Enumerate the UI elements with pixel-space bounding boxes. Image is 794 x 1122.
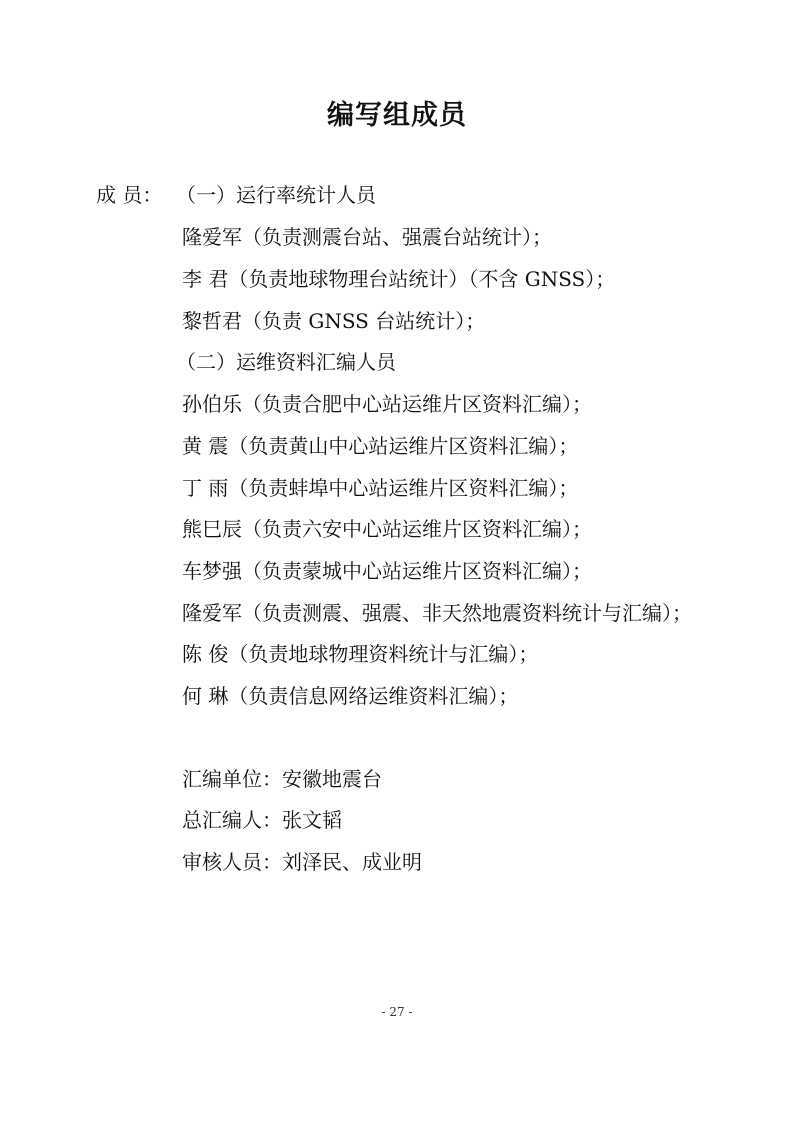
reviewers: 审核人员：刘泽民、成业明: [182, 850, 422, 874]
member-line: 黎哲君（负责 GNSS 台站统计）；: [182, 309, 486, 333]
page-number: - 27 -: [381, 1005, 413, 1019]
member-line: 陈 俊（负责地球物理资料统计与汇编）；: [182, 642, 539, 666]
member-line: 熊巳辰（负责六安中心站运维片区资料汇编）；: [182, 517, 592, 541]
members-label: 成 员：: [96, 183, 163, 207]
member-line: 黄 震（负责黄山中心站运维片区资料汇编）；: [182, 434, 579, 458]
section-1-heading: （一）运行率统计人员: [176, 183, 376, 207]
member-line: 隆爱军（负责测震、强震、非天然地震资料统计与汇编）；: [182, 601, 692, 625]
chief-editor: 总汇编人：张文韬: [182, 808, 342, 832]
member-line: 何 琳（负责信息网络运维资料汇编）；: [182, 684, 519, 708]
member-line: 丁 雨（负责蚌埠中心站运维片区资料汇编）；: [182, 476, 579, 500]
member-line: 车梦强（负责蒙城中心站运维片区资料汇编）；: [182, 559, 592, 583]
compile-unit: 汇编单位：安徽地震台: [182, 767, 382, 791]
section-2-heading: （二）运维资料汇编人员: [176, 350, 396, 374]
member-line: 隆爱军（负责测震台站、强震台站统计）；: [182, 225, 552, 249]
page-title: 编写组成员: [327, 100, 467, 131]
member-line: 孙伯乐（负责合肥中心站运维片区资料汇编）；: [182, 392, 592, 416]
member-line: 李 君（负责地球物理台站统计）（不含 GNSS）；: [182, 267, 616, 291]
